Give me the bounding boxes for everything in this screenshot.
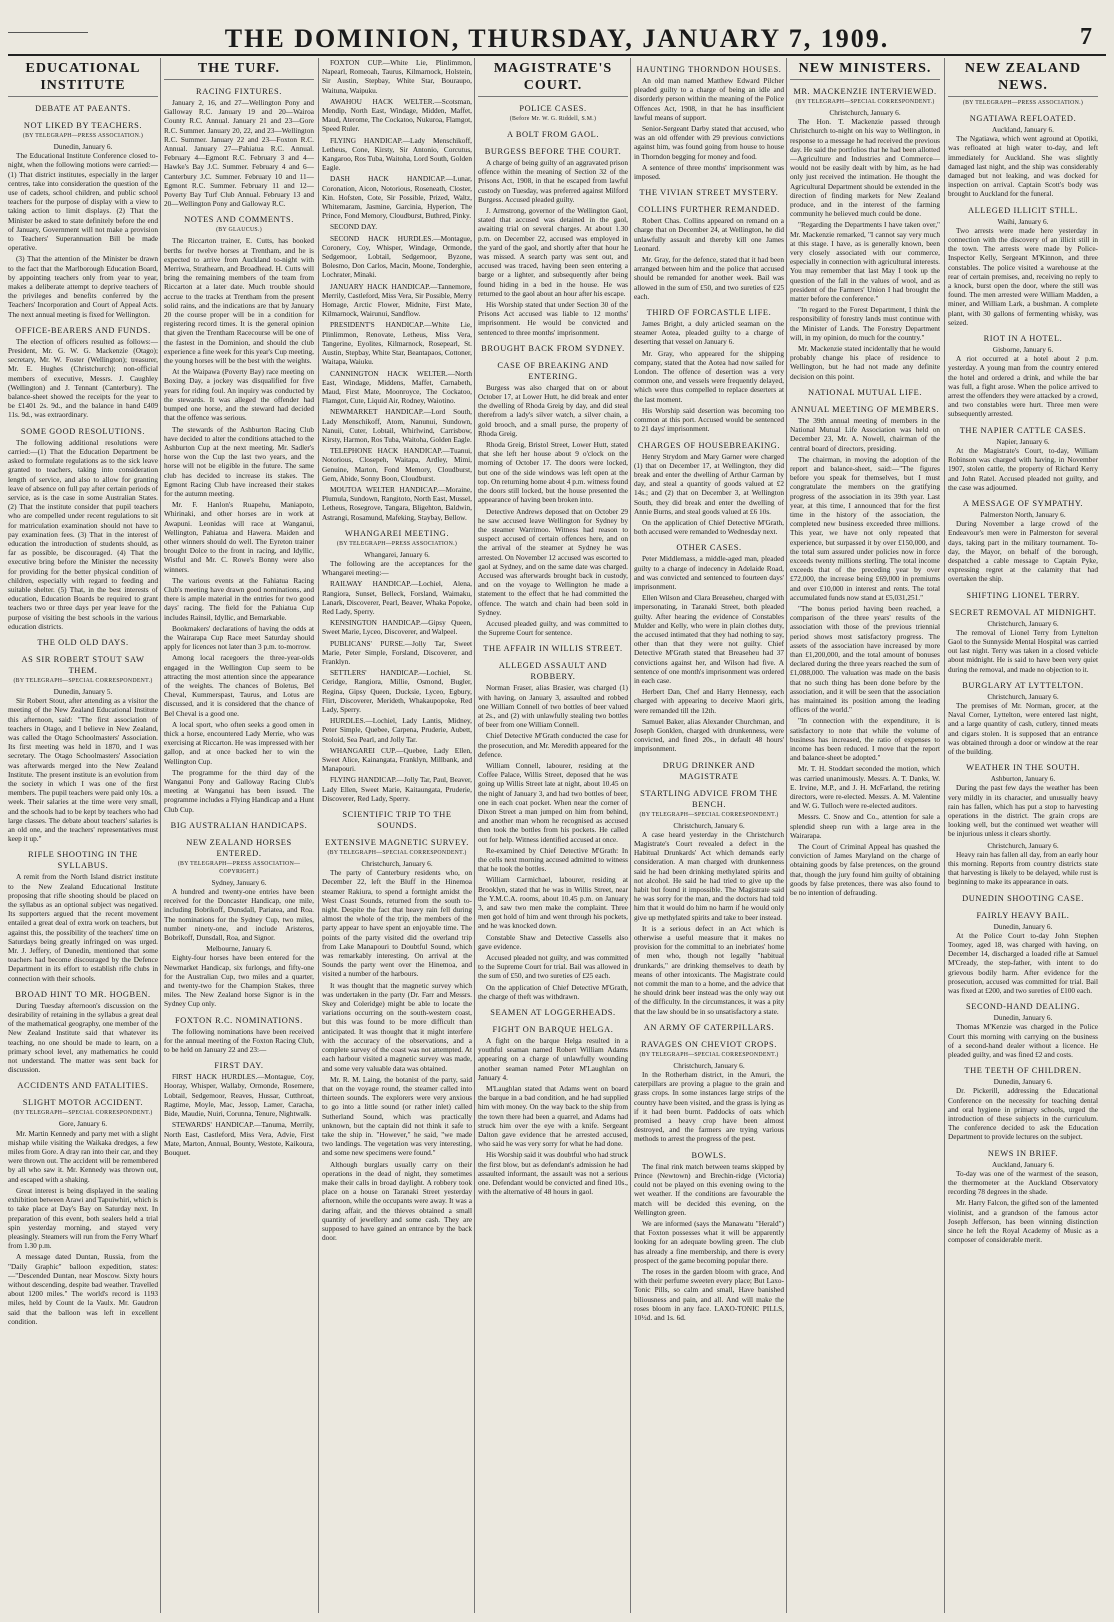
section-heading: NEW ZEALAND NEWS. bbox=[948, 60, 1098, 97]
byline: (BY TELEGRAPH—SPECIAL CORRESPONDENT.) bbox=[639, 1051, 779, 1058]
article-heading: BROUGHT BACK FROM SYDNEY. bbox=[481, 343, 625, 353]
article-heading: FIRST DAY. bbox=[214, 1061, 264, 1071]
article-paragraph: The Riccarton trainer, E. Cutts, has booked berths for twelve horses at Trentham, and he is expected to arrive from Auckland to-night with Merriwa, Strathearn, and Broadhead. H. Cutts will bring the remaining members of the team from Riccarton at a later date. Much trouble should accrue to the tracks at Trentham from the present solid rains, and the indications are that by January 20 the course proper will be in a condition for registering record times. It is the general opinion that given the Trentham Racecourse will be one of the fastest in the Dominion, and should the club experience a fine week for this year's Cup meeting, the young horses will be the best with the weights. bbox=[164, 236, 314, 366]
dateline: Whangarei, January 6. bbox=[364, 549, 430, 559]
article-paragraph: The election of officers resulted as follows:—President, Mr. G. W. G. Mackenzie (Otago); secretary, Mr. W. Foster (Wellington); treasurer, Mr. E. Hughes (Christchurch); non-official members of executive, Messrs. J. Caughley (Wellington) and J. Tennant (Canterbury). The balance-sheet showed the receipts for the year to be £1401 2s. 9d., and the balance in hand £409 11s. 9d., was extraordinary. bbox=[8, 336, 158, 420]
article-paragraph: AWAHOU HACK WELTER.—Scotsman, Mendip, North East, Windage, Midden, Maffet, Maud, Aterome, The Cockatoo, Nukuroa, Flamgot, Speed Ruler. bbox=[322, 96, 472, 134]
article-paragraph: TELEPHONE HACK HANDICAP.—Tuanui, Notorious, Closepeh, Waitapa, Ardley, Mimi, Genuine, Marton, Fond Memory, Cloudburst, Gem, Abide, Sonny Boon, Cloudburst. bbox=[322, 446, 472, 483]
article-paragraph: "Regarding the Departments I have taken over," Mr. Mackenzie remarked, "I cannot say very much at this stage. I have, as is generally known, been very closely associated with our commerce, especially in connection with agricultural interests. You may remember that last May I took up the question of the fall in the values of wool, and as president of the Farmers' Union I had brought the matter before the conference." bbox=[790, 220, 940, 304]
article-heading: AS SIR ROBERT STOUT SAW THEM. bbox=[21, 654, 145, 675]
byline: (BY TELEGRAPH—PRESS ASSOCIATION.) bbox=[336, 540, 458, 547]
article-paragraph: To-day was one of the warmest of the season, the thermometer at the Auckland Observatory recording 78 degrees in the shade. bbox=[948, 1168, 1098, 1197]
article-paragraph: The stewards of the Ashburton Racing Club have decided to alter the conditions attached to the Ashburton Cup at the next meeting. Mr. Sadler's horse won the Cup the last two years, and the horse will not be eligible in the future. The same club has decided to increase its stakes. The Egmont Racing Club have increased their stakes for the autumn meeting. bbox=[164, 424, 314, 498]
article-heading: THE AFFAIR IN WILLIS STREET. bbox=[483, 644, 623, 654]
article-paragraph: MOUTOA WELTER HANDICAP.—Moraine, Plumula, Sundown, Rangitoto, North East, Mussel, Letheus, Rosegrove, Tangara, Bligehton, Baldwin, Astrangi, Rosamund, Mafeking, Staybay, Bellow. bbox=[322, 484, 472, 522]
article-paragraph: Chief Detective M'Grath conducted the case for the prosecution, and Mr. Meredith appeared for the defence. bbox=[478, 731, 628, 759]
section-heading: NEW MINISTERS. bbox=[790, 60, 940, 80]
article-paragraph: A charge of being guilty of an aggravated prison offence within the meaning of Section 32 of the Prisons Act, 1908, in that he escaped from lawful custody on Tuesday, was preferred against Milford Burgess. Accused pleaded guilty. bbox=[478, 158, 628, 204]
article-paragraph: Detective Andrews deposed that on October 29 he saw accused leave Wellington for Sydney by the steamer Warrimoo. Witness had reason to suspect accused of certain offences here, and on the arrival of the steamer at Sydney he was arrested. On November 12 accused was escorted to gaol at Sydney, and on the same date was charged. Accused was afterwards brought back in custody, and on the voyage to Wellington he made a statement to the effect that he had committed the offence. The watch and chain had been sold in Sydney. bbox=[478, 506, 628, 617]
article-paragraph: Mr. Mackenzie stated incidentally that he would probably change his place of residence to Wellington, but he had not made any definite decision on this point. bbox=[790, 344, 940, 381]
article-heading: THE TEETH OF CHILDREN. bbox=[964, 1066, 1082, 1076]
article-paragraph: His Worship stated that under Section 30 of the Prisons Act accused was liable to 12 months' imprisonment. He would be convicted and sentenced to three months' imprisonment. bbox=[478, 300, 628, 337]
article-paragraph: Although burglars usually carry on their operations in the dead of night, they sometimes make their calls in broad daylight. A robbery took place on a house on Taranaki Street yesterday afternoon, while the occupants were away. It was a daring affair, and the thieves obtained a small quantity of jewellery and some cash. They are supposed to have gained an entrance by the back door. bbox=[322, 1159, 472, 1243]
column-7 bbox=[948, 58, 1098, 1613]
article-paragraph: During the past few days the weather has been very mildly in its character, and unusually heavy rain has fallen, which has put a stop to harvesting operations in the district. The grain crops are looking well, but the continued wet weather will be injurious unless it clears shortly. bbox=[948, 783, 1098, 839]
article-paragraph: The chairman, in moving the adoption of the report and balance-sheet, said:—"The figures before you speak for themselves, but I must congratulate the members on the gratifying progress of the association in its 39th year. Last year, at this time, I announced that for the first time in the history of the association, the completed new business exceeded three millions. This year, we have not only repeated that experience, but surpassed it by over £150,000, and the total sum assured under policies now in force exceeds twenty millions sterling. The total income exceeds that of the preceding year by over £72,000, the increase being £69,000 in premiums and over £10,000 in interest and rents. The total accumulated funds now stand at £5,031,251." bbox=[790, 454, 940, 602]
byline: (BY TELEGRAPH—SPECIAL CORRESPONDENT.) bbox=[639, 811, 779, 818]
article-paragraph: The programme for the third day of the Wanganui Pony and Galloway Racing Club's meeting at Wanganui has been issued. The programme includes a Flying Handicap and a Hunt Club Cup. bbox=[164, 767, 314, 814]
dateline: Christchurch, January 6. bbox=[987, 691, 1059, 701]
article-paragraph: The party of Canterbury residents who, on December 22, left the Bluff in the Hinemoa steamer Rakiura, to spend a fortnight amidst the West Coast Sounds, returned from the south to-night. Despite the fact that heavy rain fell during almost the whole of the trip, the members of the party appear to have spent an enjoyable time. The points of the party visited did the overland trip from Lake Manapouri to Doubtful Sound, which was remarkably interesting. On arrival at the Sounds the party went over the Hinemoa, and visited a number of the harbours. bbox=[322, 868, 472, 979]
article-paragraph: Norman Fraser, alias Brasier, was charged (1) with having, on January 3, assaulted and robbed one William Connell of two bottles of beer valued at 2s., and (2) with unlawfully stealing two bottles of beer from one William Connell. bbox=[478, 683, 628, 730]
article-paragraph: NEWMARKET HANDICAP.—Lord South, Lady Menschikoff, Atom, Nanunui, Sundown, Nanuii, Cuter, Lobtail, Whirlwind, Carrisbow, Kirsty, Harmon, Ros Tuba, Waitoha, Golden Eagle. bbox=[322, 407, 472, 444]
article-paragraph: Among local racegoers the three-year-olds engaged in the Wellington Cup seem to be attracting the most attention since the appearance of the weights. The chances of Boletus, Bel Cheval, Kummerspast, Taurus, and Lotus are discussed, and it is considered that the chance of Bel Cheval is a good one. bbox=[164, 653, 314, 718]
article-paragraph: Mr. F. Hanlon's Ruapehu, Maniapoto, Whirinaki, and other horses are in work at Awapuni. Leonidas will race at Wanganui, Wellington, Pahiatua and Hawera. Maiden and other winners should do well. The Eyreton trainer brought Dolce to the front in racing, and Idyllic, Wistful and Mr. C. Rowe's Bonny were also winners. bbox=[164, 500, 314, 574]
article-paragraph: Mr. T. H. Stoddart seconded the motion, which was carried unanimously. Messrs. A. T. Danks, W. E. Irvine, M.P., and J. H. McFarland, the retiring directors, were re-elected. Messrs. A. M. Valentine and W. G. Tulloch were re-elected auditors. bbox=[790, 764, 940, 811]
article-paragraph: His Worship said it was doubtful who had struck the first blow, but as defendant's admission he had assaulted informant, the assault was not a serious one. Defendant would be convicted and fined 10s., with the alternative of 48 hours in gaol. bbox=[478, 1150, 628, 1197]
article-heading: AN ARMY OF CATERPILLARS. bbox=[643, 1022, 775, 1032]
article-paragraph: Dr. Pickerill, addressing the Educational Conference on the necessity for teaching dental and oral hygiene in primary schools, urged the introduction of these subjects in the curriculum. The conference decided to ask the Education Department to provide lectures on the subject. bbox=[948, 1086, 1098, 1142]
article-paragraph: William Connell, labourer, residing at the Coffee Palace, Willis Street, deposed that he was going up Willis Street late at night, about 10.45 on the night of January 3, and had two bottles of beer, one in each coat pocket. When near the corner of Dixon Street a man jumped on him from behind, and another man whom he recognised as accused then took the bottles from his pockets. He called out for help. Witness identified accused at once. bbox=[478, 760, 628, 844]
article-paragraph: Messrs. C. Snow and Co., attention for sale a splendid sheep run with a large area in the Wairarapa. bbox=[790, 812, 940, 840]
article-paragraph: A hundred and twenty-one entries have been received for the Doncaster Handicap, one mile, including Bobrikoff, Dunsdall, Pariatea, and Roa. The nominations for the Sydney Cup, two miles, number ninety-one, and include Aristeros, Bobrikoff, Dunsdall, Roa, and Signor. bbox=[164, 887, 314, 943]
byline: (BY TELEGRAPH—PRESS ASSOCIATION—COPYRIGHT.) bbox=[177, 860, 301, 875]
article-heading: COLLINS FURTHER REMANDED. bbox=[638, 205, 780, 215]
article-heading: RAVAGES ON CHEVIOT CROPS. bbox=[641, 1039, 777, 1049]
article-heading: NGATIAWA REFLOATED. bbox=[969, 114, 1077, 123]
article-heading: RIFLE SHOOTING IN THE SYLLABUS. bbox=[28, 850, 138, 871]
article-heading: FAIRLY HEAVY BAIL. bbox=[976, 910, 1070, 920]
article-heading: SLIGHT MOTOR ACCIDENT. bbox=[22, 1098, 144, 1108]
column-rule bbox=[786, 58, 787, 1613]
article-paragraph: Senior-Sergeant Darby stated that accused, who was an old offender with 29 previous convictions against him, was found going from house to house in Thorndon begging for money and food. bbox=[634, 124, 784, 161]
dateline: Dunedin, January 5. bbox=[53, 686, 113, 696]
article-paragraph: Robert Chas. Collins appeared on remand on a charge that on December 24, at Wellington, he did unlawfully assault and thereby kill one James Leonard. bbox=[634, 216, 784, 253]
dateline: Christchurch, January 6. bbox=[673, 820, 745, 830]
article-paragraph: "The bonus period having been reached, a comparison of the three years' results of the association with those of the previous triennial period shows most satisfactory progress. The assets of the association have increased by more than £1,200,000, and the total amount of bonuses declared during the three years reached the sum of £1,088,000. The valuation was made on the basis that no such thing has been done before by the association, and it will be seen that the association has maintained its position among the leading offices of the world." bbox=[790, 603, 940, 715]
article-paragraph: The 39th annual meeting of members in the National Mutual Life Association was held on December 23, Mr. A. Nowell, chairman of the central board of directors, presiding. bbox=[790, 415, 940, 453]
article-paragraph: The following are the acceptances for the Whangarei meeting:— bbox=[322, 558, 472, 578]
article-paragraph: SECOND DAY. bbox=[330, 222, 378, 232]
article-heading: THE VIVIAN STREET MYSTERY. bbox=[639, 188, 779, 198]
article-paragraph: The Court of Criminal Appeal has quashed the conviction of James Maryland on the charge of obtaining goods by false pretences, on the ground that, though the jury found him guilty of obtaining goods by false pretences, there was also found to be no intention of defrauding. bbox=[790, 842, 940, 898]
article-paragraph: FOXTON CUP.—White Lie, Plinlimmon, Napearl, Romeoah, Taurus, Kilmarnock, Holstein, Sir Austin, Stepbay, White Star, Bouraupo, Waituna, Waipuku. bbox=[322, 58, 472, 95]
article-paragraph: During November a large crowd of the Endeavour's men were in Palmerston for several days, taking part in the military tournament. To-day, the Mayor, on behalf of the borough, despatched a cable message to Captain Pyke, expressing regret at the calamity that had overtaken the ship. bbox=[948, 519, 1098, 584]
column-rule bbox=[318, 58, 319, 1613]
article-paragraph: A remit from the North Island district institute to the New Zealand Educational Institute proposing that rifle shooting should be placed on the syllabus as an optional subject was negatived. Its supporters argued that the recent movement entailed a great deal of extra work on teachers, but against this, the possibility of the teachers' time on Saturdays being greatly infringed on was urged. Mr. J. Jeffery, of Dunedin, mentioned that some teachers had become discouraged by the Defence Department in its effort to establish rifle clubs in connection with their schools. bbox=[8, 872, 158, 983]
article-heading: NOTES AND COMMENTS. bbox=[184, 215, 294, 225]
article-paragraph: Samuel Baker, alias Alexander Churchman, and Joseph Gonklen, charged with drunkenness, were convicted, and fined 20s., in default 48 hours' imprisonment. bbox=[634, 716, 784, 754]
section-heading: EDUCATIONAL INSTITUTE bbox=[8, 60, 158, 97]
article-paragraph: The following nominations have been received for the annual meeting of the Foxton Racing Club, to be held on January 22 and 23:— bbox=[164, 1026, 314, 1055]
article-paragraph: It is a serious defect in an Act which is otherwise a useful measure that it makes no provision for the committal to an inebriates' home of men who, though not legally "habitual drunkards," are drinking themselves to death by means of other intoxicants. The Magistrate could not commit the man to a home, and the advice that he should drink beer instead was the only way out of the difficulty. In the circumstances, it was a pity that the law should be in so unsatisfactory a state. bbox=[634, 923, 784, 1016]
article-paragraph: M'Laughlan stated that Adams went on board the barque in a bad condition, and he had supplied him with money. On the way back to the ship from the town there had been a quarrel, and Adams had struck him over the eye with a knife. Sergeant Dalton gave evidence that he arrested accused, who said he was very sorry for what he had done. bbox=[478, 1084, 628, 1149]
article-heading: SCIENTIFIC TRIP TO THE SOUNDS. bbox=[342, 810, 452, 831]
article-paragraph: SETTLERS' HANDICAP.—Lochiel, St. Ceridge, Rangiora, Millie, Osmond, Bugler, Regina, Gipsy Queen, Ducksie, Lyceo, Egbury, Flirt, Discoverer, Merideth, Whakaupopoke, Red Lady, Sperry. bbox=[322, 668, 472, 714]
dateline: Auckland, January 6. bbox=[991, 1159, 1054, 1169]
column-rule bbox=[474, 58, 475, 1613]
article-heading: EXTENSIVE MAGNETIC SURVEY. bbox=[325, 838, 469, 848]
article-paragraph: On the application of Chief Detective M'Grath, the charge of theft was withdrawn. bbox=[478, 982, 628, 1001]
article-paragraph: The premises of Mr. Norman, grocer, at the Naval Corner, Lyttelton, were entered last night, and a large quantity of cash, cutlery, tinned meats and cigars stolen. It is supposed that an entrance was obtained through a door or window at the rear of the building. bbox=[948, 700, 1098, 756]
dateline: Dunedin, January 6. bbox=[53, 142, 113, 151]
article-heading: ACCIDENTS AND FATALITIES. bbox=[17, 1081, 149, 1091]
article-heading: THIRD OF FORCASTLE LIFE. bbox=[646, 308, 772, 318]
byline: (BY TELEGRAPH—SPECIAL CORRESPONDENT.) bbox=[13, 1110, 153, 1117]
article-paragraph: The removal of Lionel Terry from Lyttelton Gaol to the Sunnyside Mental Hospital was carried out last night. Terry was taken in a closed vehicle about midnight. He is said to have been very quiet during the removal, and made no objection to it. bbox=[948, 627, 1098, 674]
article-heading: SOME GOOD RESOLUTIONS. bbox=[20, 426, 146, 436]
article-heading: RACING FIXTURES. bbox=[196, 87, 282, 96]
article-paragraph: A riot occurred at a hotel about 2 p.m. yesterday. A young man from the country entered the hotel and ordered a drink, and while the bar was full, a fight arose. When the police arrived to arrest the offenders they were attacked by a crowd, and two constables were hurt. Three men were subsequently arrested. bbox=[948, 354, 1098, 419]
article-paragraph: Mr. Martin Kennedy and party met with a slight mishap while visiting the Waikaka dredges, a few miles from Gore. A dray ran into their car, and they were thrown out. The accident will be remembered by all who saw it. Mr. Kennedy was thrown out, and escaped with a shaking. bbox=[8, 1128, 158, 1184]
article-paragraph: The Educational Institute Conference closed to-night, when the following motions were carried:— (1) That district institutes, especially in the larger centres, take into consideration the question of the use of cadets, school children, and public school teachers for the purpose of display with a view to taking action to limit displays. (2) That the Minister be asked to state definitely before the end of January, Government will not make a provision to Teachers' Superannuation Bill be made operative. bbox=[8, 151, 158, 253]
article-paragraph: RAILWAY HANDICAP.—Lochiel, Alena, Rangiora, Sunset, Belleck, Forsland, Waimaku, Lanark, Discoverer, Pearl, Beaver, Whaka Popoke, Red Lady, Sperry. bbox=[322, 579, 472, 616]
article-paragraph: Herbert Dan, Chef and Harry Hennessy, each charged with appearing to deceive Maori girls, were remanded till the 12th. bbox=[634, 687, 784, 715]
article-paragraph: Mr. Harry Falcon, the gifted son of the lamented violinist, and a grandson of the famous actor Joseph Jefferson, has been winning distinction since he left the Royal Academy of Music as a composer of considerable merit. bbox=[948, 1198, 1098, 1245]
section-heading: MAGISTRATE'S COURT. bbox=[478, 60, 628, 97]
article-heading: DRUG DRINKER AND MAGISTRATE bbox=[662, 760, 756, 781]
article-paragraph: KENSINGTON HANDICAP.—Gipsy Queen, Sweet Marie, Lyceo, Discoverer, and Walpeel. bbox=[322, 618, 472, 637]
article-paragraph: FLYING HANDICAP.—Lady Menschikoff, Letheus, Cone, Kirsty, Sir Antonio, Corcutus, Kangaroo, Ros Tuba, Waitoha, Lord South, Golden Eagle. bbox=[322, 135, 472, 173]
masthead bbox=[8, 14, 1106, 56]
article-paragraph: A message dated Duntan, Russia, from the "Daily Graphic" balloon expedition, states:—"Descended Duntan, near Moscow. Sixty hours without descending, despite bad weather. Travelled about 1200 miles." The world's record is 1193 miles, held by Count de la Vaulx. Mr. Gaudron said that the balloon was left in excellent condition. bbox=[8, 1252, 158, 1326]
article-paragraph: HURDLES.—Lochiel, Lady Lantis, Midney, Peter Simple, Quebee, Carpena, Pruderie, Aubett, Stoloid, Sea Pearl, and Jolly Tar. bbox=[322, 716, 472, 744]
article-paragraph: The Hon. T. Mackenzie passed through Christchurch to-night on his way to Wellington, in response to a message he had received the previous day. He said the portfolios that he had been allotted—Agriculture and Industries and Commerce—would not be easily dealt with by him, as he had only just received the intimation. He thought the Agricultural Department should be extended in the direction of finding markets for New Zealand produce, and in the interest of the farming community he believed much could be done. bbox=[790, 117, 940, 219]
article-paragraph: Thomas M'Kenzie was charged in the Police Court this morning with carrying on the business of a second-hand dealer without a licence. He pleaded guilty, and was fined £2 and costs. bbox=[948, 1022, 1098, 1060]
article-paragraph: Two arrests were made here yesterday in connection with the discovery of an illicit still in the town. The arrests were made by Police-Inspector Kelly, Sergeant M'Kinnon, and three constables. The police visited a warehouse at the rear of certain premises, and, receiving no reply to a knock, burst open the door, where the still was found. The men arrested were William Madden, a miner, and William Lark, a bushman. A complete plant, with 30 gallons of fermenting whisky, was seized. bbox=[948, 225, 1098, 327]
section-heading: THE TURF. bbox=[164, 60, 314, 80]
article-paragraph: Rhoda Greig, Bristol Street, Lower Hutt, stated that she left her house about 9 o'clock on the morning of October 17. The doors were locked, but one of the side windows was left open at the top. On returning home about 4 p.m. witness found the doors still locked, but the house presented the appearance of having been broken into. bbox=[478, 440, 628, 505]
article-paragraph: Peter Middlemass, a middle-aged man, pleaded guilty to a charge of indecency in Adelaide Road, and was convicted and sentenced to fourteen days' imprisonment. bbox=[634, 554, 784, 591]
article-heading: ANNUAL MEETING OF MEMBERS. bbox=[790, 404, 940, 414]
dateline: Waihi, January 6. bbox=[997, 216, 1049, 226]
article-heading: DEBATE AT PAEANTS. bbox=[35, 104, 131, 113]
corner-mark: 7 bbox=[1080, 24, 1092, 50]
dateline: Christchurch, January 6. bbox=[361, 859, 433, 869]
article-paragraph: A fight on the barque Helga resulted in a youthful seaman named Robert William Adams appearing on a charge of unlawfully wounding another seaman named Peter M'Laughlan on January 4. bbox=[478, 1036, 628, 1082]
article-heading: MR. MACKENZIE INTERVIEWED. bbox=[793, 87, 937, 96]
article-paragraph: The following additional resolutions were carried:—(1) That the Education Department be asked to formulate regulations as to the sick leave granted to teachers, taking into consideration length of service, and also to allow for granting leave of absence on full pay after certain periods of service, as is the case in some Australian States. (2) That the institute consider that pupil teachers who are compelled under recent regulations to sit for matriculation examination should not have to pay examination fees. (3) That in the interest of education the introduction of students should, as far as possible, be discouraged. (4) That the executive bring before the Minister the necessity for providing for the better physical condition of children, especially with regard to feeding and suitable shelter. (5) That, in the best interests of education, Education Boards be required to grant teachers two or three days per year leave for the purpose of visiting the best schools in the various education districts. bbox=[8, 437, 158, 631]
article-paragraph: Mr. Gray, who appeared for the shipping company, stated that the Aotea had now sailed for London. The offence of desertion was a very common one, and vessels were frequently delayed, which were thus compelled to replace deserters at the last moment. bbox=[634, 348, 784, 404]
article-heading: SEAMEN AT LOGGERHEADS. bbox=[490, 1008, 616, 1018]
article-paragraph: A sentence of three months' imprisonment was imposed. bbox=[634, 162, 784, 182]
article-paragraph: James Bright, a duly articled seaman on the steamer Aotea, pleaded guilty to a charge of deserting that vessel on January 6. bbox=[634, 319, 784, 347]
article-paragraph: "In regard to the Forest Department, I think the responsibility of forestry lands must continue with the Minister of Lands. The Forestry Department will, in my opinion, do much for the country." bbox=[790, 305, 940, 342]
article-paragraph: DASH HACK HANDICAP.—Lunar, Coronation, Aicon, Notorious, Roseneath, Closter, Kin. Hofsten, Cote, Sir Possible, Prized, Waltz, Whitemaram, Jasmine, Garcinia, Hyperion, The Prince, Fond Memory, Cloudburst, Buthred, Pinky. bbox=[322, 174, 472, 221]
article-paragraph: "In connection with the expenditure, it is satisfactory to note that while the volume of business has increased, the ratio of expenses to income has been reduced. I move that the report and balance-sheet be adopted." bbox=[790, 716, 940, 763]
dateline: Dunedin, January 6. bbox=[993, 1013, 1053, 1023]
dateline: Christchurch, January 6. bbox=[987, 618, 1059, 628]
byline: (BY TELEGRAPH—PRESS ASSOCIATION.) bbox=[22, 133, 144, 139]
article-heading: A MESSAGE OF SYMPATHY. bbox=[962, 498, 1084, 508]
article-heading: CHARGES OF HOUSEBREAKING. bbox=[637, 440, 781, 450]
article-heading: ALLEGED ASSAULT AND ROBBERY. bbox=[498, 661, 608, 682]
article-paragraph: Eighty-four horses have been entered for the Newmarket Handicap, six furlongs, and fifty-one for the Australian Cup, two miles and a quarter, and twenty-two for the Champion Stakes, three miles. The New Zealand horse Signor is in the Sydney Cup only. bbox=[164, 953, 314, 1009]
article-heading: STARTLING ADVICE FROM THE BENCH. bbox=[640, 788, 778, 809]
byline: (BY GLAUCUS.) bbox=[216, 227, 262, 234]
byline: (Before Mr. W. G. Riddell, S.M.) bbox=[509, 116, 597, 122]
article-paragraph: Heavy rain has fallen all day, from an early hour this morning. Reports from country districts state that harvesting is likely to be delayed, while rust is beginning to make its appearance in oats. bbox=[948, 849, 1098, 887]
article-heading: HAUNTING THORNDON HOUSES. bbox=[636, 65, 782, 74]
article-paragraph: Ellen Wilson and Clara Breaseheu, charged with impersonating, in Taranaki Street, both pleaded guilty. After hearing the evidence of Constables Mulder and Kelly, who were in plain clothes duty, the accused intimated that they had nothing to say, other than that they were not guilty. Chief Detective M'Grath stated that Breaseheu had 37 convictions against her, and Wilson had five. A sentence of one month's imprisonment was ordered in each case. bbox=[634, 593, 784, 685]
column-rule bbox=[160, 58, 161, 1613]
article-paragraph: A case heard yesterday in the Christchurch Magistrate's Court revealed a defect in the Habitual Drunkards' Act which demands early consideration. A man charged with drunkenness said he had been drinking methylated spirits and not alcohol. He said he had tried to give up the habit but found it impossible. The Magistrate said he was sorry for the man, and the doctors had told him that it would do him no harm if he would only give up methylated spirits and take to beer instead. bbox=[634, 829, 784, 922]
article-paragraph: Great interest is being displayed in the sealing exhibition between Arawi and Tapuiwhiri, which is to take place at Day's Bay on Saturday next. In preparation of this event, both sealers held a trial spin yesterday morning, and stayed very pleasingly. Steamers will run from the Ferry Wharf from 1.30 p.m. bbox=[8, 1185, 158, 1251]
article-paragraph: The Ngatiawa, which went aground at Opotiki, was refloated at high water to-day, and left immediately for Auckland. She was slightly damaged last night, and the ship was considerably damaged but not leaking, and was docked for inspection on arrival. Captain Scott's body was brought to Auckland for the funeral. bbox=[948, 134, 1098, 199]
column-6 bbox=[790, 58, 940, 1613]
column-3 bbox=[322, 58, 472, 1613]
byline: (BY TELEGRAPH—PRESS ASSOCIATION.) bbox=[962, 100, 1084, 106]
article-heading: BIG AUSTRALIAN HANDICAPS. bbox=[170, 820, 308, 830]
article-paragraph: CANNINGTON HACK WELTER.—North East, Windage, Middens, Maffet, Carnabeth, Maud, First Mate, Moonroyce, The Cockatoo, Flamgot, Cute, Liquid Air, Rodney, Waiotino. bbox=[322, 368, 472, 406]
article-paragraph: Henry Strydom and Mary Garner were charged (1) that on December 17, at Wellington, they did break and enter the dwelling of Arthur Carman by day, and steal a quantity of goods valued at £2 14s.; and (2) that on December 3, at Wellington South, they did break and enter the dwelling of Annie Burns, and steal goods valued at £6 10s. bbox=[634, 451, 784, 516]
column-rule bbox=[630, 58, 631, 1613]
article-paragraph: The various events at the Fahiatua Racing Club's meeting have drawn good nominations, and there is ample material in the entries for two good days' racing. The field for the Pahiatua Cup includes Rainsil, Idyllic, and Bemarkable. bbox=[164, 575, 314, 622]
byline: (BY TELEGRAPH—SPECIAL CORRESPONDENT.) bbox=[13, 677, 153, 684]
dateline: Napier, January 6. bbox=[996, 436, 1050, 446]
article-paragraph: FLYING HANDICAP.—Jolly Tar, Paul, Beaver, Lady Ellen, Sweet Marie, Kaitaungata, Pruderie, Discoverer, Red Lady, Sperry. bbox=[322, 775, 472, 803]
dateline: Christchurch, January 6. bbox=[829, 108, 901, 117]
article-heading: WHANGAREI MEETING. bbox=[344, 528, 450, 538]
article-paragraph: In the Rotherham district, in the Amuri, the caterpillars are proving a plague to the grain and grass crops. In some instances large strips of the country have been visited, and the grass is lying as if it had been burnt. Paddocks of oats which promised a heavy crop have been almost destroyed, and the farmers are trying various methods to arrest the progress of the pest. bbox=[634, 1070, 784, 1144]
dateline: Christchurch, January 6. bbox=[987, 840, 1059, 850]
article-paragraph: Constable Shaw and Detective Cassells also gave evidence. bbox=[478, 932, 628, 951]
article-heading: OTHER CASES. bbox=[676, 543, 742, 553]
article-heading: BURGESS BEFORE THE COURT. bbox=[484, 147, 622, 156]
article-heading: NEWS IN BRIEF. bbox=[987, 1148, 1059, 1158]
article-heading: OFFICE-BEARERS AND FUNDS. bbox=[15, 325, 151, 335]
article-heading: CASE OF BREAKING AND ENTERING. bbox=[497, 360, 609, 381]
dateline: Christchurch, January 6. bbox=[673, 1060, 745, 1070]
column-2 bbox=[164, 58, 314, 1613]
article-paragraph: January 2, 16, and 27—Wellington Pony and Galloway R.C. January 19 and 20—Wairoa County R.C. Annual. January 21 and 23—Gore R.C. Summer. January 20, 22, and 23—Wellington R.C. Summer. January 22 and 23—Foxton R.C. Annual. January 27—Pahiatua R.C. Annual. February 4—Egmont R.C. February 3 and 4—Hawke's Bay J.C. Summer. February 4 and 6—Canterbury J.C. Summer. February 10 and 11—Egmont R.C. Summer. February 11 and 12—Poverty Bay Turf Club Annual. February 13 and 20—Wellington Pony and Galloway R.C. bbox=[164, 98, 314, 209]
article-heading: FOXTON R.C. NOMINATIONS. bbox=[174, 1015, 303, 1025]
article-paragraph: JANUARY HACK HANDICAP.—Tannemore, Merrily, Castleford, Miss Vera, Sir Possible, Merry Homage, Arctic Flower, Midnite, First Mate, Kilmarnock, Wairunui, Sandflow. bbox=[322, 281, 472, 319]
article-paragraph: Bookmakers' declarations of having the odds at the Wairarapa Cup Race meet Saturday should apply for licences not later than 3 p.m. to-morrow. bbox=[164, 623, 314, 652]
article-heading: NEW ZEALAND HORSES ENTERED. bbox=[186, 837, 292, 858]
article-paragraph: It was thought that the magnetic survey which was undertaken in the party (Dr. Farr and Messrs. Skey and Coleridge) might be able to locate the variations occurring on the south-western coast, but this was found to be more difficult than anticipated. It was thought that it might interfere with the accuracy of the observations, and a complete survey of the coast was not attempted. At each harbour visited a magnetic survey was made, and some very valuable data was obtained. bbox=[322, 980, 472, 1073]
byline: (BY TELEGRAPH—SPECIAL CORRESPONDENT.) bbox=[327, 850, 467, 857]
article-heading: NATIONAL MUTUAL LIFE. bbox=[807, 387, 923, 397]
article-paragraph: Mr. R. M. Laing, the botanist of the party, said that on the voyage round, the steamer called into thirteen sounds. The explorers were very anxious to go into a little sound (or rather inlet) called Sutherland Sound, which was practically unknown, but the captain did not think it safe to take the ship in. "However," he said, "we made two landings. The vegetation was very interesting, and some new specimens were found." bbox=[322, 1074, 472, 1158]
dateline: Sydney, January 6. bbox=[211, 877, 267, 887]
article-heading: SHIFTING LIONEL TERRY. bbox=[966, 590, 1080, 600]
article-heading: SECOND-HAND DEALING. bbox=[966, 1002, 1080, 1012]
column-1 bbox=[8, 58, 158, 1613]
article-paragraph: FIRST HACK HURDLES.—Montague, Coy, Hooray, Whisper, Wallaby, Ormonde, Rosemere, Lobtail, Sedgemoor, Reaves, Hussar, Cutthroat, Ragtime, Moyle, Mac, Jessop, Lamer, Caracha, Bide, Maudie, Nuiri, Corunna, Tenure, Nightwalk. bbox=[164, 1072, 314, 1119]
article-paragraph: Accused pleaded guilty, and was committed to the Supreme Court for sentence. bbox=[478, 618, 628, 638]
dateline: Auckland, January 6. bbox=[991, 125, 1054, 134]
column-5 bbox=[634, 58, 784, 1613]
article-heading: NOT LIKED BY TEACHERS. bbox=[23, 121, 143, 130]
article-paragraph: An old man named Matthew Edward Pilcher pleaded guilty to a charge of being an idle and disorderly person within the meaning of the Police Offences Act, 1908, in that he has insufficient lawful means of support. bbox=[634, 76, 784, 122]
article-paragraph: (3) That the attention of the Minister be drawn to the fact that the Marlborough Education Board, by appointing teachers only from year to year, makes a deliberate attempt to deprive teachers of the privileges and benefits conferred by the Teachers' Incorporation and Court of Appeal Acts. The next annual meeting is fixed for Wellington. bbox=[8, 254, 158, 319]
article-paragraph: Accused pleaded not guilty, and was committed to the Supreme Court for trial. Bail was allowed in the sum of £50, and two sureties of £25 each. bbox=[478, 953, 628, 981]
article-heading: THE OLD OLD DAYS. bbox=[37, 637, 129, 647]
article-paragraph: On the application of Chief Detective M'Grath, both accused were remanded to Wednesday next. bbox=[634, 517, 784, 537]
column-rule bbox=[944, 58, 945, 1613]
article-paragraph: Sir Robert Stout, after attending as a visitor the meeting of the New Zealand Educational Institute this afternoon, said: "The first association of teachers in Otago, and I believe in New Zealand, was called the Otago Schoolmasters' Association. Its first meeting was held in 1870, and I was secretary. The Otago Schoolmasters' Association was afterwards merged into the New Zealand Institute. The present institute is an evolution from the society in which I was one of the first members. The pupil teachers were paid only 10s. a week. Their salaries at the time were very small, and the schools had to be kept by teachers who had large classes. The debate about teachers' salaries is an old one, and the teachers' representatives must keep it up." bbox=[8, 696, 158, 844]
article-heading: SECRET REMOVAL AT MIDNIGHT. bbox=[949, 607, 1097, 617]
article-paragraph: J. Armstrong, governor of the Wellington Gaol, stated that accused was detained in the gaol, awaiting trial on several charges. At about 1.30 p.m. on December 22, accused was employed in the yard of the gaol, and shortly after that hour he was missed. A search party was sent out, and accused was traced, having been seen entering a barge or a lighter, and subsequently after being found hiding in a bed in the house. He was returned to the gaol about an hour after his escape. bbox=[478, 206, 628, 298]
article-paragraph: Mr. Gray, for the defence, stated that it had been arranged between him and the police that accused should be remanded for another week. Bail was allowed in the sum of £50, and two sureties of £25 each. bbox=[634, 255, 784, 301]
article-paragraph: STEWARDS' HANDICAP.—Tanuma, Merrily, North East, Castleford, Miss Vera, Advie, First Mate, Marton, Annual, Bounty, Westote, Kaikoura, Bouquet. bbox=[164, 1120, 314, 1157]
article-paragraph: PRESIDENT'S HANDICAP.—White Lie, Plinlimmon, Renovate, Letheus, Miss Vera, Tangerine, Eyolites, Kilmarnock, Rosepearl, St. Austin, Stepbay, White Star, Beantapaos, Cottoner, Waitapa, Waiuku. bbox=[322, 320, 472, 367]
article-heading: BURGLARY AT LYTTELTON. bbox=[962, 680, 1084, 690]
byline: (BY TELEGRAPH—SPECIAL CORRESPONDENT.) bbox=[795, 99, 935, 105]
article-paragraph: William Carmichael, labourer, residing at Brooklyn, stated that he was in Willis Street, near the Y.M.C.A. rooms, about 10.45 p.m. on January 3, and saw two men make the complaint. Three men got hold of him and went through his pockets, and he was knocked down. bbox=[478, 875, 628, 931]
article-heading: POLICE CASES. bbox=[519, 104, 587, 113]
article-paragraph: A local sport, who often seeks a good omen in thick a horse, encountered Lady Merrie, who was exercising at Riccarton. He was impressed with her gallop, and at once backed her to win the Wellington Cup. bbox=[164, 719, 314, 766]
dateline: Melbourne, January 6. bbox=[206, 944, 272, 954]
dateline: Dunedin, January 6. bbox=[993, 1077, 1053, 1087]
article-paragraph: His Worship said desertion was becoming too common at this port. Accused would be sentenced to 21 days' imprisonment. bbox=[634, 405, 784, 434]
article-paragraph: SECOND HACK HURDLES.—Montague, Coronery, Coy, Whisper, Windage, Ormonde, Sedgemoor, Lobtail, Sedgemoor, Byzone, Bolesmo, Don Carlos, Macin, Moone, Tonderghie, Lochrater, Minaki. bbox=[322, 233, 472, 280]
article-heading: FIGHT ON BARQUE HELGA. bbox=[492, 1025, 614, 1035]
dateline: Dunedin, January 6. bbox=[993, 921, 1053, 931]
masthead-title: THE DOMINION, THURSDAY, JANUARY 7, 1909. bbox=[224, 24, 890, 53]
article-paragraph: During Tuesday afternoon's discussion on the desirability of retaining in the syllabus a great deal of the mathematical geography, one member of the New Zealand Institute said that whatever its teaching, no one should be made to learn, on a primary school level, any mathematics he could not understand. The matter was sent back for discussion. bbox=[8, 1000, 158, 1075]
dateline: Gore, January 6. bbox=[58, 1119, 108, 1129]
article-paragraph: We are informed (says the Manawatu "Herald") that Foxton possesses what it will be apparently looking for an adequate bowling green. The club has already a fine membership, and there is every prospect of the game becoming popular there. bbox=[634, 1218, 784, 1265]
article-paragraph: Burgess was also charged that on or about October 17, at Lower Hutt, he did break and enter the dwelling of Rhoda Greig by day, and did steal therefrom a lady's silver watch, a silver chain, a gold brooch, and a small purse, the property of Rhoda Greig. bbox=[478, 382, 628, 438]
article-heading: BOWLS. bbox=[691, 1150, 727, 1160]
column-4 bbox=[478, 58, 628, 1613]
dateline: Ashburton, January 6. bbox=[990, 774, 1056, 784]
article-paragraph: The roses in the garden bloom with grace, And with their perfume sweeten every place; But Laxo-Tonic Pills, so calm and small, Have banished biliousness and pain, and all. And will make the roses bloom in any face. LAXO-TONIC PILLS, 10½d. and 1s. 6d. bbox=[634, 1266, 784, 1322]
article-paragraph: At the Magistrate's Court, to-day, William Robinson was charged with having, in November 1907, stolen cattle, the property of Richard Kerry and John Ratel. Accused pleaded not guilty, and the case was adjourned. bbox=[948, 445, 1098, 492]
article-paragraph: PUBLICANS' PURSE.—Jolly Tar, Sweet Marie, Peter Simple, Forsland, Discoverer, and Franklyn. bbox=[322, 638, 472, 666]
article-heading: A BOLT FROM GAOL. bbox=[506, 130, 600, 139]
article-paragraph: At the Police Court to-day John Stephen Toomey, aged 18, was charged with having, on December 14, discharged a loaded rifle at Samuel M'Cready, the step-father, with intent to do grievous bodily harm. After evidence for the prosecution, accused was committed for trial. Bail was fixed at £200, and two sureties of £100 each. bbox=[948, 930, 1098, 996]
article-heading: THE NAPIER CATTLE CASES. bbox=[959, 425, 1087, 435]
dateline: Gisborne, January 6. bbox=[992, 345, 1054, 355]
article-heading: WEATHER IN THE SOUTH. bbox=[966, 763, 1080, 773]
article-paragraph: WHANGAREI CUP.—Quebee, Lady Ellen, Sweet Alice, Kainangata, Franklyn, Millbank, and Manapouri. bbox=[322, 745, 472, 774]
article-heading: DUNEDIN SHOOTING CASE. bbox=[962, 893, 1084, 903]
article-heading: ALLEGED ILLICIT STILL. bbox=[967, 205, 1079, 215]
article-heading: BROAD HINT TO MR. HOGBEN. bbox=[15, 989, 151, 999]
article-heading: RIOT IN A HOTEL. bbox=[983, 334, 1063, 344]
article-paragraph: Re-examined by Chief Detective M'Grath: In the cells next morning accused admitted to witness that he took the bottles. bbox=[478, 845, 628, 874]
article-paragraph: At the Waipawa (Poverty Bay) race meeting on Boxing Day, a jockey was disqualified for five years for riding foul. An inquiry was conducted by the stewards. It was alleged the offender had bumped one horse, and the steward had decided that the offence was serious. bbox=[164, 367, 314, 423]
dateline: Palmerston North, January 6. bbox=[980, 509, 1066, 519]
article-paragraph: The final rink match between teams skipped by Prince (Newtown) and Brechin-ridge (Victoria) could not be played on this evening owing to the wet weather. If the conditions are favourable the match will be decided this evening, on the Wellington green. bbox=[634, 1161, 784, 1217]
